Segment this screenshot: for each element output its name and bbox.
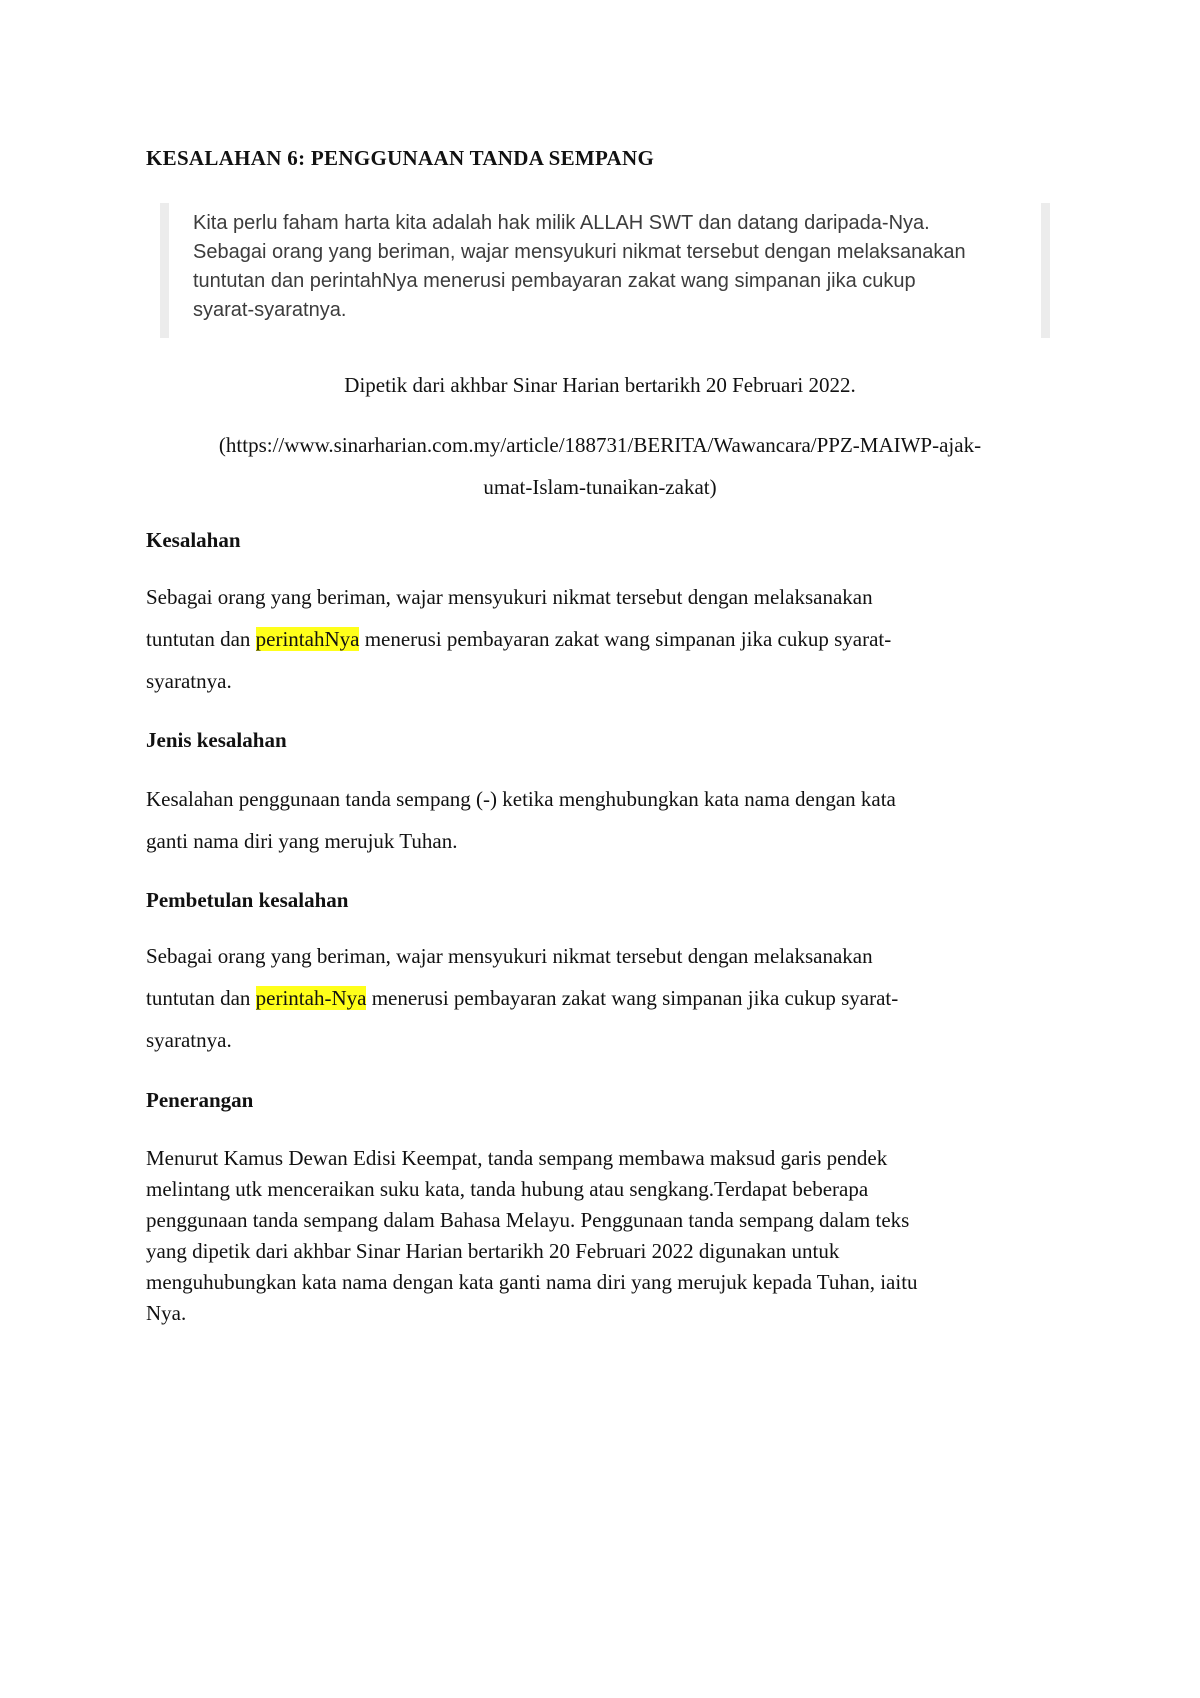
paragraph-line: Kesalahan penggunaan tanda sempang (-) ketika menghubungkan kata nama dengan kata — [146, 787, 896, 811]
paragraph-line: Sebagai orang yang beriman, wajar mensyukuri nikmat tersebut dengan melaksanakan — [146, 585, 873, 609]
paragraph-line: syaratnya. — [146, 669, 232, 693]
source-url-line: (https://www.sinarharian.com.my/article/188731/BERITA/Wawancara/PPZ-MAIWP-ajak- — [218, 433, 982, 457]
quote-line: tuntutan dan perintahNya menerusi pembayaran zakat wang simpanan jika cukup — [193, 270, 916, 292]
paragraph-line: penggunaan tanda sempang dalam Bahasa Melayu. Penggunaan tanda sempang dalam teks — [146, 1208, 910, 1232]
paragraph-pembetulan — [146, 935, 1046, 1061]
heading-pembetulan-kesalahan: Pembetulan kesalahan — [146, 888, 349, 912]
heading-penerangan: Penerangan — [146, 1088, 254, 1112]
text-segment: menerusi pembayaran zakat wang simpanan jika cukup syarat- — [359, 627, 892, 651]
heading-kesalahan: Kesalahan — [146, 528, 241, 552]
text-segment: menerusi pembayaran zakat wang simpanan jika cukup syarat- — [366, 986, 899, 1010]
source-url — [146, 424, 1054, 508]
paragraph-line — [146, 977, 1046, 1019]
quote-line: Kita perlu faham harta kita adalah hak milik ALLAH SWT dan datang daripada-Nya. — [193, 212, 930, 234]
quote-line: syarat-syaratnya. — [193, 299, 347, 321]
paragraph-line — [146, 618, 1046, 660]
text-segment: tuntutan dan — [146, 986, 256, 1010]
paragraph-line: ganti nama diri yang merujuk Tuhan. — [146, 829, 458, 853]
paragraph-line: melintang utk menceraikan suku kata, tanda hubung atau sengkang.Terdapat beberapa — [146, 1177, 869, 1201]
heading-jenis-kesalahan: Jenis kesalahan — [146, 728, 287, 752]
paragraph-line: menguhubungkan kata nama dengan kata ganti nama diri yang merujuk kepada Tuhan, iaitu — [146, 1270, 918, 1294]
paragraph-line: Sebagai orang yang beriman, wajar mensyukuri nikmat tersebut dengan melaksanakan — [146, 944, 873, 968]
quoted-article-excerpt — [160, 203, 1050, 338]
source-url-line: umat-Islam-tunaikan-zakat) — [483, 475, 717, 499]
paragraph-line: yang dipetik dari akhbar Sinar Harian bertarikh 20 Februari 2022 digunakan untuk — [146, 1239, 840, 1263]
paragraph-penerangan — [146, 1143, 1046, 1329]
text-segment: tuntutan dan — [146, 627, 256, 651]
page-title: KESALAHAN 6: PENGGUNAAN TANDA SEMPANG — [146, 146, 655, 170]
source-caption: Dipetik dari akhbar Sinar Harian bertarikh 20 Februari 2022. — [344, 373, 856, 397]
highlighted-error-word: perintahNya — [255, 627, 360, 651]
paragraph-line: Menurut Kamus Dewan Edisi Keempat, tanda sempang membawa maksud garis pendek — [146, 1146, 888, 1170]
paragraph-line: syaratnya. — [146, 1028, 232, 1052]
quote-line: Sebagai orang yang beriman, wajar mensyukuri nikmat tersebut dengan melaksanakan — [193, 241, 966, 263]
paragraph-line: Nya. — [146, 1301, 187, 1325]
paragraph-kesalahan — [146, 576, 1046, 702]
paragraph-jenis-kesalahan — [146, 778, 1046, 862]
highlighted-corrected-word: perintah-Nya — [255, 986, 367, 1010]
